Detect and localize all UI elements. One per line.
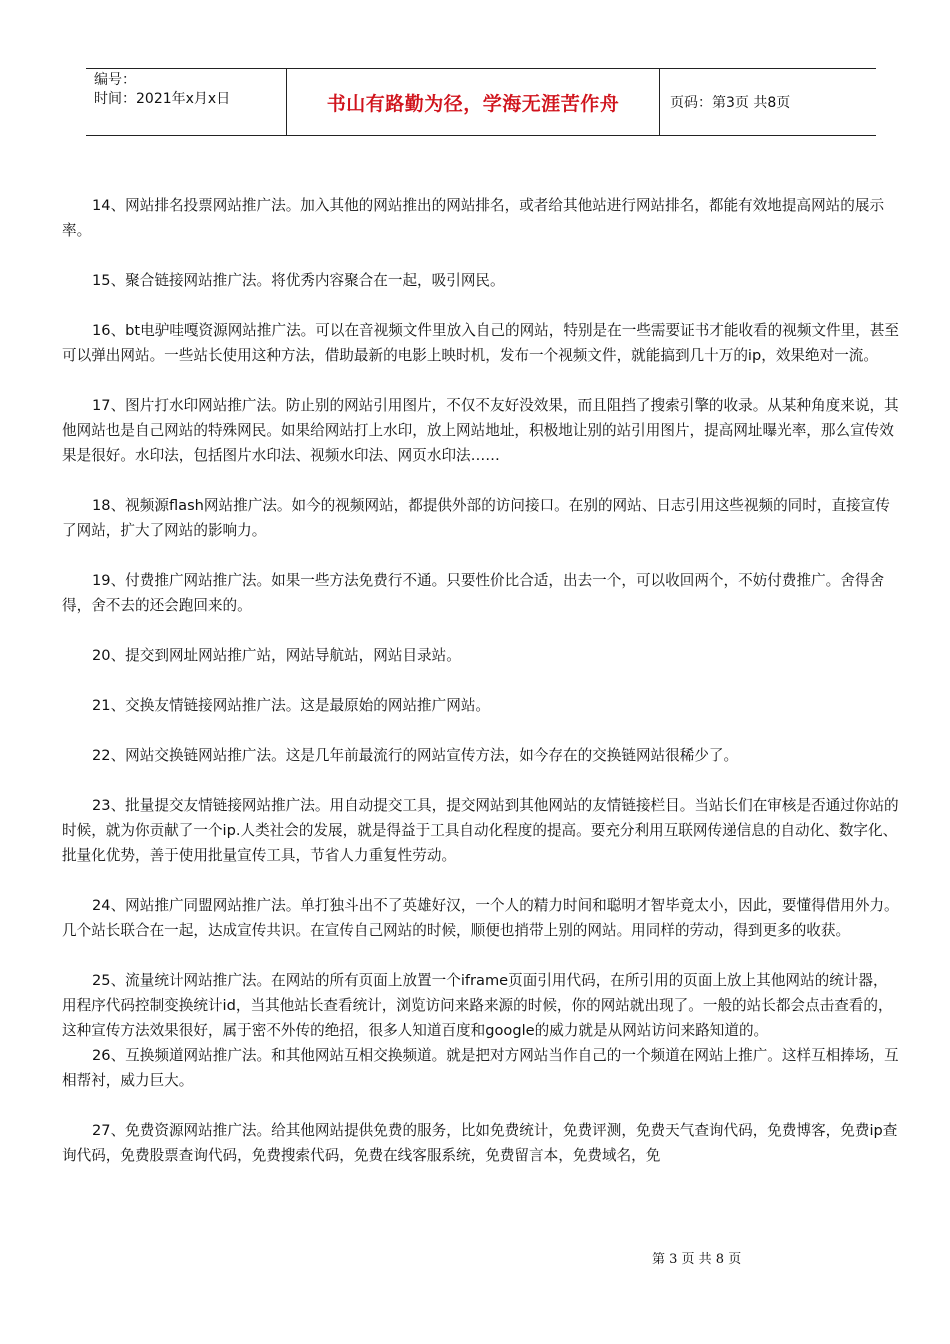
header-page-cell bbox=[660, 69, 876, 135]
header-motto: 书山有路勤为径，学海无涯苦作舟 bbox=[326, 92, 620, 115]
paragraph-21: 21、交换友情链接网站推广法。这是最原始的网站推广网站。 bbox=[92, 697, 491, 714]
paragraph-15: 15、聚合链接网站推广法。将优秀内容聚合在一起，吸引网民。 bbox=[92, 272, 505, 289]
paragraph-25: 25、流量统计网站推广法。在网站的所有页面上放置一个iframe页面引用代码，在所引用的页面上放上其他网站的统计器，用程序代码控制变换统计id，当其他站长查看统计，浏览访问来路来源的时候，你的网站就出现了。一般的站长都会点击查看的，这种宣传方法效果很好，属于密不外传的绝招，很多人知道百度和google的威力就是从网站访问来路知道的。 bbox=[62, 972, 893, 1039]
paragraph-20: 20、提交到网址网站推广站，网站导航站，网站目录站。 bbox=[92, 647, 461, 664]
document-body bbox=[62, 193, 900, 1168]
header-motto-cell bbox=[286, 69, 660, 135]
paragraph-19: 19、付费推广网站推广法。如果一些方法免费行不通。只要性价比合适，出去一个，可以收回两个，不妨付费推广。舍得舍得，舍不去的还会跑回来的。 bbox=[62, 572, 885, 614]
paragraph-16: 16、bt电驴哇嘎资源网站推广法。可以在音视频文件里放入自己的网站，特别是在一些需要证书才能收看的视频文件里，甚至可以弹出网站。一些站长使用这种方法，借助最新的电影上映时机，发布一个视频文件，就能搞到几十万的ip，效果绝对一流。 bbox=[62, 322, 900, 364]
paragraph-24: 24、网站推广同盟网站推广法。单打独斗出不了英雄好汉，一个人的精力时间和聪明才智毕竟太小，因此，要懂得借用外力。几个站长联合在一起，达成宣传共识。在宣传自己网站的时候，顺便也捎带上别的网站。用同样的劳动，得到更多的收获。 bbox=[62, 897, 899, 939]
page-footer: 第 3 页 共 8 页 bbox=[652, 1252, 742, 1267]
header-page-number: 页码：第3页 共8页 bbox=[670, 95, 791, 111]
paragraph-14: 14、网站排名投票网站推广法。加入其他的网站推出的网站排名，或者给其他站进行网站排名，都能有效地提高网站的展示率。 bbox=[62, 197, 885, 239]
paragraph-23: 23、批量提交友情链接网站推广法。用自动提交工具，提交网站到其他网站的友情链接栏目。当站长们在审核是否通过你站的时候，就为你贡献了一个ip.人类社会的发展，就是得益于工具自动化程度的提高。要充分利用互联网传递信息的自动化、数字化、批量化优势，善于使用批量宣传工具，节省人力重复性劳动。 bbox=[62, 797, 899, 864]
document-date-label: 时间：2021年x月x日 bbox=[94, 91, 231, 107]
document-number-label: 编号： bbox=[94, 72, 136, 88]
paragraph-17: 17、图片打水印网站推广法。防止别的网站引用图片，不仅不友好没效果，而且阻挡了搜索引擎的收录。从某种角度来说，其他网站也是自己网站的特殊网民。如果给网站打上水印，放上网站地址，积极地让别的站引用图片，提高网址曝光率，那么宣传效果是很好。水印法，包括图片水印法、视频水印法、网页水印法…… bbox=[62, 397, 899, 464]
paragraph-18: 18、视频源flash网站推广法。如今的视频网站，都提供外部的访问接口。在别的网站、日志引用这些视频的同时，直接宣传了网站，扩大了网站的影响力。 bbox=[62, 497, 890, 539]
paragraph-26: 26、互换频道网站推广法。和其他网站互相交换频道。就是把对方网站当作自己的一个频道在网站上推广。这样互相捧场，互相帮衬，威力巨大。 bbox=[62, 1047, 899, 1089]
page-header bbox=[86, 68, 876, 136]
paragraph-27: 27、免费资源网站推广法。给其他网站提供免费的服务，比如免费统计，免费评测，免费天气查询代码，免费博客，免费ip查询代码，免费股票查询代码，免费搜索代码，免费在线客服系统，免费留言本，免费域名，免 bbox=[62, 1122, 898, 1164]
paragraph-22: 22、网站交换链网站推广法。这是几年前最流行的网站宣传方法，如今存在的交换链网站很稀少了。 bbox=[92, 747, 739, 764]
header-meta bbox=[86, 69, 286, 135]
